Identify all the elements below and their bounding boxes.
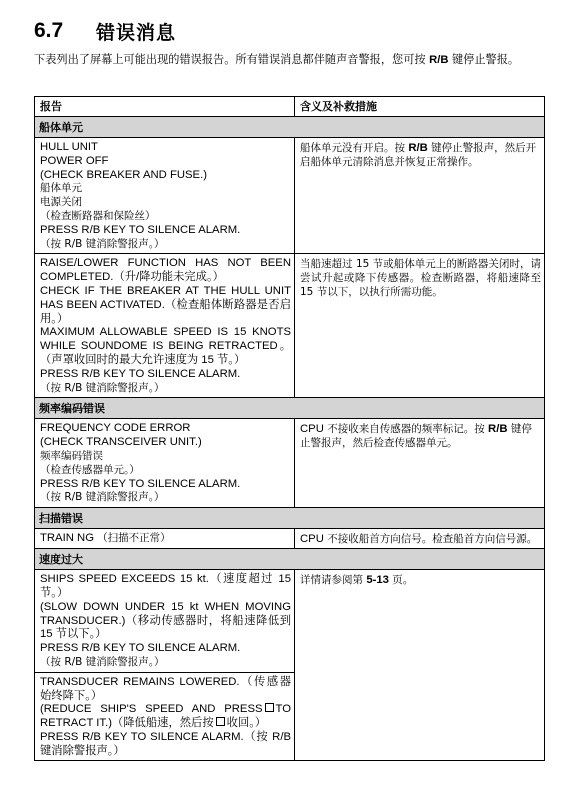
report-line: 频率编码错误: [40, 449, 103, 462]
meaning-cell: [295, 138, 545, 254]
report-line: （按 R/B 键消除警报声。）: [40, 381, 165, 394]
report-line: 船体单元: [40, 182, 82, 195]
meaning-cell: [295, 419, 545, 508]
report-line: HULL UNIT: [40, 141, 98, 153]
report-line: （按 R/B 键消除警报声。）: [40, 237, 165, 250]
table-row: [35, 419, 545, 508]
section-title-scan-error: 扫描错误: [35, 508, 545, 529]
key-box-icon: [265, 703, 274, 712]
intro-key: R/B: [429, 54, 449, 66]
meaning-cell: [295, 529, 545, 549]
section-row-overspeed: [35, 549, 545, 570]
report-cell: [35, 419, 295, 508]
report-line: （按 R/B 键消除警报声。）: [40, 655, 165, 668]
table-header-row: [35, 97, 545, 117]
meaning-text: 键停止警报声，然后开启船体单元清除消息并恢复正常操作。: [300, 142, 537, 168]
table-row: [35, 570, 545, 673]
table-row: [35, 529, 545, 549]
report-line: TRAIN NG: [40, 532, 94, 545]
table-row: [35, 138, 545, 254]
report-line: POWER OFF: [40, 154, 109, 167]
table-row: [35, 254, 545, 398]
report-line: RAISE/LOWER FUNCTION HAS NOT BEEN COMPLETED.（升/降功能未完成。）: [40, 257, 291, 284]
meaning-text: 页。: [388, 574, 414, 587]
meaning-cell: 当船速超过 15 节或船体单元上的断路器关闭时，请尝试升起或降下传感器。检查断路器，将船速降至 15 节以下，以执行所需功能。: [295, 254, 545, 398]
report-line: （扫描不正常）: [97, 532, 171, 545]
report-cell: [35, 529, 295, 549]
meaning-prefix: CPU: [300, 423, 324, 436]
section-number: 6.7: [34, 19, 64, 42]
section-row-frequency-code-error: [35, 398, 545, 419]
report-text: 收回。）: [226, 717, 267, 730]
meaning-text: 详情请参阅第: [300, 574, 367, 587]
meaning-text: 船体单元没有开启。按: [300, 142, 409, 154]
report-line: (CHECK TRANSCEIVER UNIT.): [40, 436, 202, 449]
key-box-icon: [216, 717, 225, 726]
report-line: （检查断路器和保险丝）: [40, 209, 156, 222]
report-line: PRESS R/B KEY TO SILENCE ALARM.: [40, 477, 241, 490]
report-text: TO RETRACT IT.)（降低船速，然后按: [40, 703, 291, 730]
key-label: R/B: [408, 142, 428, 154]
section-row-hull-unit: [35, 117, 545, 138]
report-line: PRESS R/B KEY TO SILENCE ALARM.: [40, 367, 241, 380]
report-line: CHECK IF THE BREAKER AT THE HULL UNIT HAS BEEN ACTIVATED.（检查船体断路器是否启用。）: [40, 284, 291, 325]
section-title-overspeed: 速度过大: [35, 549, 545, 570]
meaning-text: 键停止警报声，然后检查传感器单元。: [300, 423, 532, 450]
report-cell: [35, 138, 295, 254]
report-line: PRESS R/B KEY TO SILENCE ALARM.: [40, 642, 241, 655]
report-line: [40, 703, 291, 731]
meaning-text: 不接收来自传感器的频率标记。按: [323, 423, 489, 436]
intro-text-1: 下表列出了屏幕上可能出现的错误报告。所有错误消息都伴随声音警报，您可按: [34, 53, 430, 66]
report-line: SHIPS SPEED EXCEEDS 15 kt.（速度超过 15 节。）: [40, 573, 291, 599]
report-cell: [35, 254, 295, 398]
section-heading: [34, 16, 176, 46]
section-title: 错误消息: [96, 21, 177, 44]
section-title-frequency-code-error: 频率编码错误: [35, 398, 545, 419]
report-line: (CHECK BREAKER AND FUSE.): [40, 168, 207, 181]
key-label: R/B: [488, 423, 508, 436]
meaning-cell: [295, 570, 545, 761]
report-line: MAXIMUM ALLOWABLE SPEED IS 15 KNOTS WHILE SOUNDOME IS BEING RETRACTED。（声罩收回时的最大允许速度为 15 节。）: [40, 326, 291, 366]
report-line: （按 R/B 键消除警报声。）: [40, 491, 165, 504]
intro-paragraph: [34, 52, 546, 68]
section-row-scan-error: [35, 508, 545, 529]
section-title-hull-unit: 船体单元: [35, 117, 545, 138]
meaning-prefix: CPU: [300, 533, 324, 546]
report-line: (SLOW DOWN UNDER 15 kt WHEN MOVING TRANSDUCER.)（移动传感器时，将船速降低到 15 节以下。）: [40, 600, 291, 641]
report-line: TRANSDUCER REMAINS LOWERED.（传感器始终降下。）: [40, 675, 291, 702]
report-cell: [35, 570, 295, 673]
header-report: 报告: [35, 97, 295, 117]
report-line: （检查传感器单元。）: [40, 463, 140, 476]
report-text: (REDUCE SHIP'S SPEED AND PRESS: [40, 703, 263, 716]
header-meaning: 含义及补救措施: [295, 97, 545, 117]
page-reference: 5-13: [366, 574, 389, 587]
intro-text-2: 键停止警报。: [448, 53, 520, 66]
report-line: PRESS R/B KEY TO SILENCE ALARM.（按 R/B 键消除警报声。）: [40, 730, 291, 757]
report-line: PRESS R/B KEY TO SILENCE ALARM.: [40, 223, 241, 236]
report-line: 电源关闭: [40, 196, 82, 209]
error-message-table: [34, 96, 545, 761]
meaning-text: 不接收船首方向信号。检查船首方向信号源。: [323, 533, 538, 546]
report-cell: [35, 672, 295, 761]
report-line: FREQUENCY CODE ERROR: [40, 422, 191, 435]
